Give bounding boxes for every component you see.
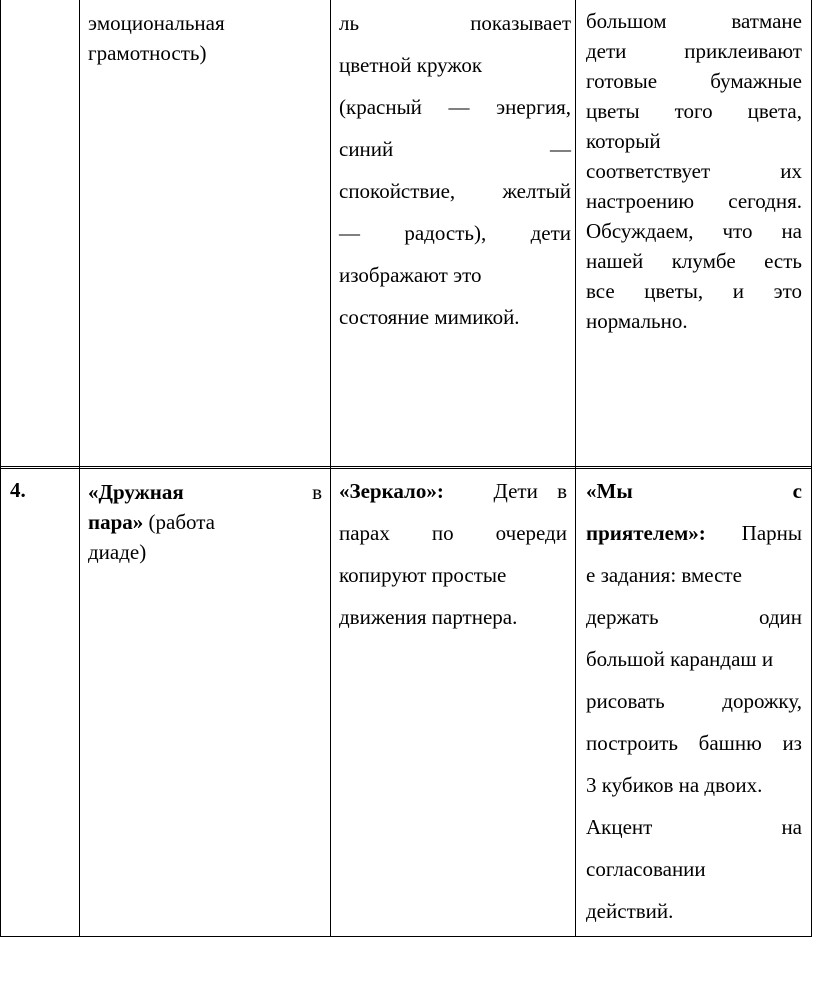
row1-col4-line: готовые бумажные [586,69,802,93]
activity-subtitle-line: диаде) [88,540,147,564]
row1-col4-line: большом ватмане [586,9,802,33]
exercise-text-start: Дети в [493,479,567,503]
row1-col3-line: спокойствие, желтый [339,179,571,203]
column-divider-1 [79,0,80,937]
column-divider-2 [330,0,331,937]
row2-col4-line: согласовании [586,857,706,881]
row2-col4-line: е задания: вместе [586,563,742,587]
row1-col4-line: нормально. [586,309,688,333]
row2-col4-line: большой карандаш и [586,647,774,671]
row-divider [0,466,812,467]
row2-col4-line: Акцент на [586,815,802,839]
row1-col3-line: изображают это [339,263,482,287]
row1-col2-text: эмоциональная грамотность) [88,11,225,65]
activity-title-part: «Дружная [88,480,184,504]
column-divider-3 [575,0,576,937]
table-right-border [811,0,812,937]
row1-col3-line: — радость), дети [339,221,571,245]
row-divider-top [0,468,812,469]
table-bottom-border [0,936,812,937]
row1-col3-line: (красный — энергия, [339,95,571,119]
row2-col3-line: парах по очереди [339,521,567,545]
activity-title-word: в [312,480,322,504]
row1-col4-line: все цветы, и это [586,279,802,303]
activity-subtitle: (работа [143,510,216,534]
row1-col4-line: Обсуждаем, что на [586,219,802,243]
exercise-title: «Зеркало»: [339,479,444,503]
row1-col4-line: соответствует их [586,159,802,183]
row1-col4-line: который [586,129,661,153]
table-left-border [0,0,1,937]
row2-col3-line: копируют простые [339,563,507,587]
row1-col4-line: дети приклеивают [586,39,802,63]
row1-col4-line: цветы того цвета, [586,99,802,123]
game-text-start: Парны [741,521,802,545]
row2-col4-line: рисовать дорожку, [586,689,802,713]
row2-col4-text [586,470,802,932]
row1-col4-line: нашей клумбе есть [586,249,802,273]
row2-col2-text [88,477,322,567]
row1-col3-line: состояние мимикой. [339,305,520,329]
row1-col4-line: настроению сегодня. [586,189,802,213]
row1-col3-line: синий — [339,137,571,161]
row2-col3-line: движения партнера. [339,605,518,629]
row2-col4-line: построить башню из [586,731,802,755]
row2-col3-text [339,470,567,638]
game-title-part: приятелем»: [586,521,706,545]
row1-col3-line: цветной кружок [339,53,483,77]
row1-col3-text [339,2,571,338]
game-title-part: «Мы [586,479,633,503]
activity-title-part: пара» [88,510,144,534]
row2-col4-line: 3 кубиков на двоих. [586,773,763,797]
game-title-part: с [792,479,802,503]
row2-col4-line: держать один [586,605,802,629]
row2-col4-line: действий. [586,899,674,923]
row-number: 4. [10,478,26,502]
row1-col4-text [586,6,802,336]
row1-col3-line: ль показывает [339,11,571,35]
